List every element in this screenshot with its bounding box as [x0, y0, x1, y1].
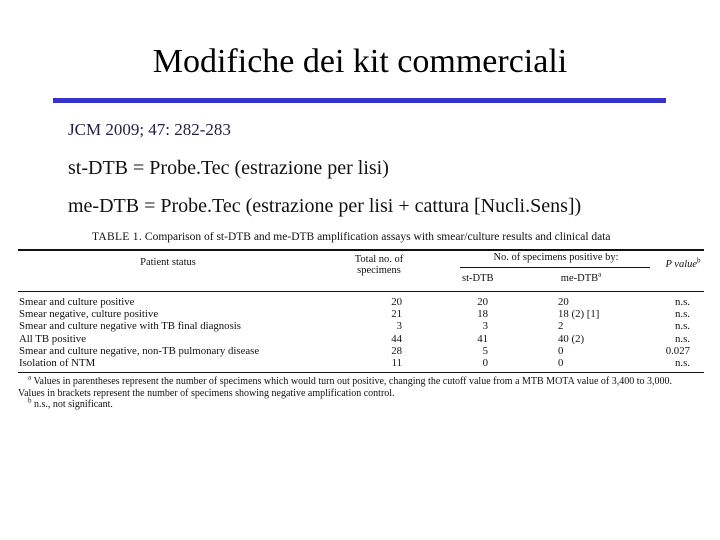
footnote-a-continued: Values in brackets represent the number of specimens showing negative amplification control.: [18, 387, 395, 399]
header-group-rule: [460, 267, 650, 268]
slide-title: Modifiche dei kit commerciali: [152, 43, 568, 80]
header-me-dtb: [548, 270, 614, 284]
table-footnotes: [18, 373, 704, 411]
title-underline: [53, 98, 666, 103]
cell-p-value: n.s.: [675, 296, 690, 308]
header-patient-status: Patient status: [140, 257, 196, 268]
cell-me-dtb: 18 (2) [1]: [558, 308, 600, 321]
cell-p-value: n.s.: [675, 320, 690, 333]
cell-st-dtb: 41: [477, 332, 488, 345]
cell-me-dtb: 0: [558, 344, 564, 357]
cell-p-value: n.s.: [675, 356, 690, 369]
table-row: [18, 296, 704, 308]
cell-st-dtb: 18: [477, 308, 488, 321]
cell-p-value: n.s.: [675, 332, 690, 345]
cell-me-dtb: 40 (2): [558, 332, 585, 345]
cell-me-dtb: 2: [558, 320, 564, 333]
cell-total: 44: [391, 332, 402, 345]
table-bottom-rule: [18, 372, 704, 373]
cell-status: Smear and culture positive: [19, 296, 135, 308]
cell-st-dtb: 20: [477, 296, 488, 308]
cell-total: 28: [391, 344, 402, 357]
table-row: [18, 308, 704, 320]
cell-status: Isolation of NTM: [19, 356, 96, 369]
footnote-b: [18, 396, 704, 411]
cell-status: Smear and culture negative, non-TB pulmonary disease: [19, 344, 260, 357]
header-st-dtb: st-DTB: [462, 273, 494, 284]
footnote-a-mark: a: [28, 373, 32, 382]
header-p-value-footnote-mark: b: [697, 256, 701, 265]
comparison-table: [18, 230, 704, 411]
cell-total: 20: [391, 296, 402, 308]
header-positive-group: No. of specimens positive by:: [493, 252, 619, 263]
table-body: [18, 292, 704, 372]
footnote-a: [18, 373, 704, 388]
footnote-a-text: Values in parentheses represent the number of specimens which would turn out positive, changing the cutoff value from a MTB MOTA value of 3,400 to 3,000.: [33, 376, 673, 388]
cell-st-dtb: 0: [482, 356, 488, 369]
cell-status: Smear and culture negative with TB final diagnosis: [19, 320, 241, 333]
cell-status: Smear negative, culture positive: [19, 308, 159, 321]
header-p-value-label: P value: [665, 259, 698, 270]
table-row: [18, 333, 704, 345]
cell-status: All TB positive: [19, 332, 86, 345]
cell-total: 21: [391, 308, 402, 321]
header-total-specimens: Total no. of specimens: [354, 254, 404, 276]
cell-total: 11: [391, 356, 402, 369]
cell-st-dtb: 5: [482, 344, 488, 357]
footnote-b-mark: b: [28, 396, 32, 405]
table-row: [18, 345, 704, 357]
cell-st-dtb: 3: [482, 320, 488, 333]
journal-citation: JCM 2009; 47: 282-283: [68, 120, 231, 139]
footnote-b-text: n.s., not significant.: [34, 399, 113, 411]
cell-me-dtb: 0: [558, 356, 564, 369]
table-caption-label: TABLE 1.: [92, 231, 143, 243]
cell-me-dtb: 20: [558, 296, 569, 308]
table-caption-text: Comparison of st-DTB and me-DTB amplification assays with smear/culture results and clinical data: [144, 231, 611, 243]
header-p-value: [658, 256, 708, 270]
cell-p-value: 0.027: [665, 344, 690, 357]
cell-total: 3: [396, 320, 402, 333]
header-me-dtb-label: me-DTB: [560, 273, 599, 284]
definition-st-dtb: st-DTB = Probe.Tec (estrazione per lisi): [68, 157, 389, 179]
header-me-dtb-footnote-mark: a: [598, 270, 602, 279]
table-row: [18, 357, 704, 369]
table-caption: [18, 230, 704, 244]
table-header-row: [18, 251, 704, 291]
table-row: [18, 320, 704, 332]
cell-p-value: n.s.: [675, 308, 690, 321]
definition-me-dtb: me-DTB = Probe.Tec (estrazione per lisi + cattura [Nucli.Sens]): [68, 195, 582, 217]
